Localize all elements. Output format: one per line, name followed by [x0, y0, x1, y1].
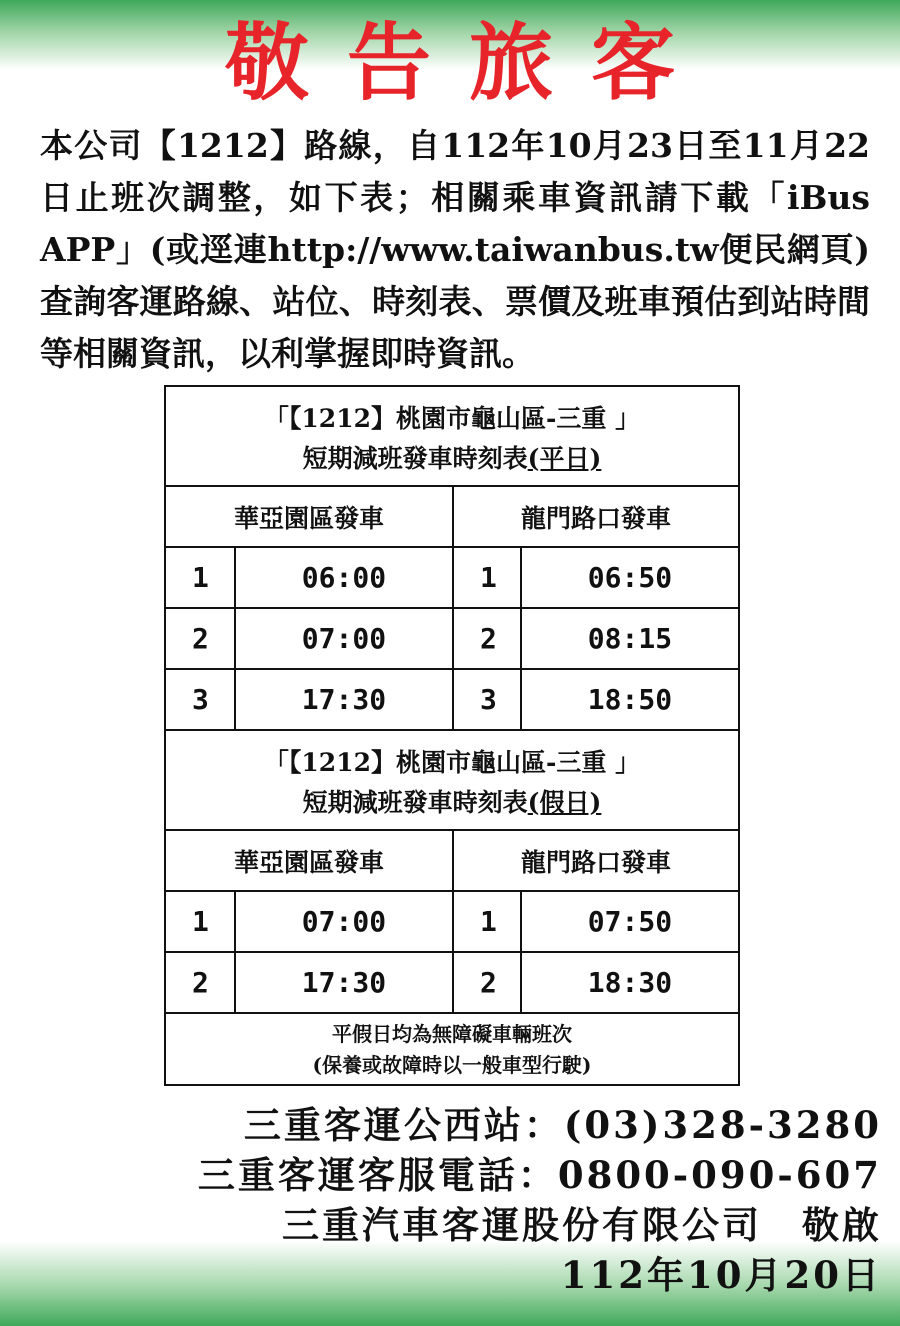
holiday-col-right: 龍門路口發車: [452, 831, 738, 890]
holiday-header: [166, 731, 738, 831]
contact-block: [198, 1100, 882, 1300]
station-phone: 三重客運公西站：(03)328-3280: [243, 1103, 882, 1147]
departure-time: 06:00: [234, 548, 452, 607]
departure-time: 08:15: [520, 609, 738, 668]
footnote-line-2: (保養或故障時以一般車型行駛): [312, 1053, 592, 1077]
weekday-column-headers: [166, 487, 738, 548]
table-row: [166, 670, 738, 731]
accessibility-footnote: [166, 1014, 738, 1084]
departure-time: 17:30: [234, 670, 452, 729]
row-index: 2: [452, 609, 520, 668]
weekday-col-right: 龍門路口發車: [452, 487, 738, 546]
notice-body: 本公司【1212】路線，自112年10月23日至11月22日止班次調整，如下表；相關乘車資訊請下載「iBus APP」(或逕連http://www.taiwanbus.tw便民網頁)查詢客運路線、站位、時刻表、票價及班車預估到站時間等相關資訊，以利掌握即時資訊。: [40, 126, 882, 373]
weekday-col-left: 華亞園區發車: [233, 503, 384, 533]
weekday-route: 「【1212】桃園市龜山區-三重 」: [263, 404, 641, 433]
service-phone: 三重客運客服電話：0800-090-607: [197, 1153, 882, 1197]
departure-time: 18:50: [520, 670, 738, 729]
table-row: [166, 609, 738, 670]
row-index: 3: [192, 683, 209, 716]
holiday-route: 「【1212】桃園市龜山區-三重 」: [263, 748, 641, 777]
weekday-caption: 短期減班發車時刻表(平日): [302, 444, 602, 473]
departure-time: 07:00: [234, 609, 452, 668]
row-index: 2: [452, 953, 520, 1012]
holiday-col-left: 華亞園區發車: [233, 847, 384, 877]
notice-date: 112年10月20日: [560, 1253, 882, 1297]
footnote-line-1: 平假日均為無障礙車輛班次: [332, 1022, 572, 1046]
table-row: [166, 892, 738, 953]
row-index: 1: [192, 905, 209, 938]
departure-time: 07:00: [234, 892, 452, 951]
departure-time: 17:30: [234, 953, 452, 1012]
holiday-column-headers: [166, 831, 738, 892]
departure-time: 18:30: [520, 953, 738, 1012]
company-signature: 三重汽車客運股份有限公司 敬啟: [282, 1203, 882, 1247]
notice-title: 敬告旅客: [224, 13, 713, 112]
weekday-header: [166, 387, 738, 487]
row-index: 2: [192, 966, 209, 999]
table-row: [166, 548, 738, 609]
row-index: 2: [192, 622, 209, 655]
row-index: 1: [192, 561, 209, 594]
departure-time: 07:50: [520, 892, 738, 951]
departure-time: 06:50: [520, 548, 738, 607]
row-index: 1: [452, 892, 520, 951]
timetable: [164, 385, 740, 1086]
table-row: [166, 953, 738, 1014]
row-index: 3: [452, 670, 520, 729]
row-index: 1: [452, 548, 520, 607]
holiday-caption: 短期減班發車時刻表(假日): [302, 788, 602, 817]
